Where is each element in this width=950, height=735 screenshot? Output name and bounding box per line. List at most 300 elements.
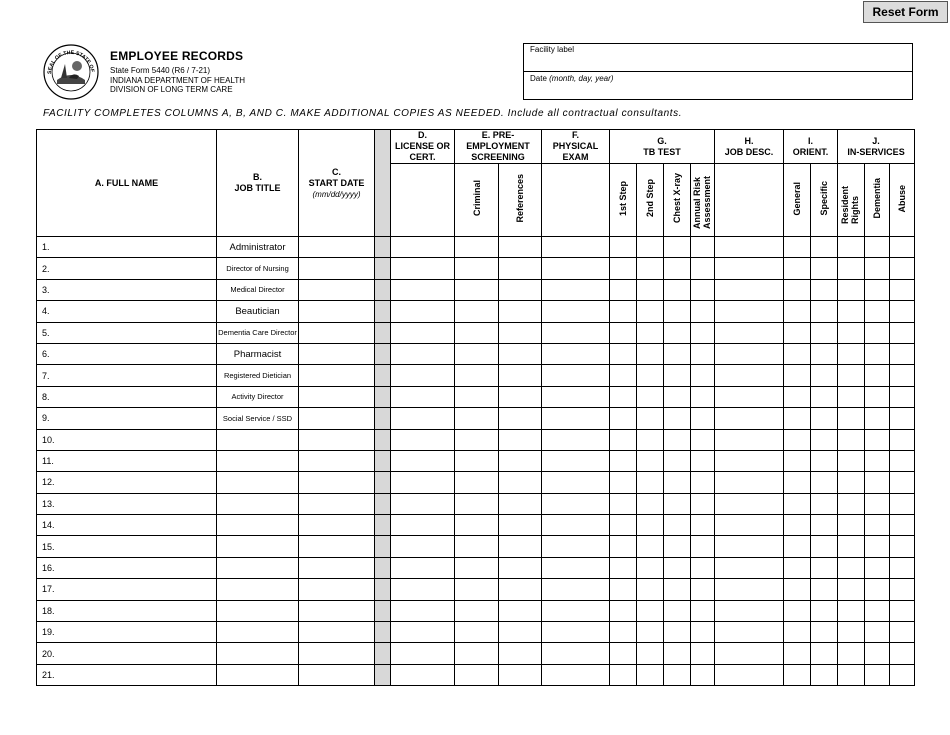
checklist-cell[interactable] (542, 493, 610, 514)
checklist-cell[interactable] (391, 536, 455, 557)
full-name-cell[interactable] (37, 386, 217, 407)
checklist-cell[interactable] (811, 579, 838, 600)
checklist-cell[interactable] (691, 258, 715, 279)
checklist-cell[interactable] (691, 408, 715, 429)
checklist-cell[interactable] (499, 622, 542, 643)
checklist-cell[interactable] (499, 343, 542, 364)
checklist-cell[interactable] (715, 322, 784, 343)
checklist-cell[interactable] (664, 664, 691, 685)
checklist-cell[interactable] (691, 365, 715, 386)
checklist-cell[interactable] (715, 493, 784, 514)
checklist-cell[interactable] (391, 365, 455, 386)
checklist-cell[interactable] (865, 472, 890, 493)
checklist-cell[interactable] (784, 408, 811, 429)
checklist-cell[interactable] (865, 643, 890, 664)
checklist-cell[interactable] (691, 557, 715, 578)
checklist-cell[interactable] (455, 279, 499, 300)
checklist-cell[interactable] (715, 258, 784, 279)
checklist-cell[interactable] (811, 365, 838, 386)
checklist-cell[interactable] (664, 386, 691, 407)
checklist-cell[interactable] (610, 472, 637, 493)
checklist-cell[interactable] (664, 557, 691, 578)
full-name-cell[interactable] (37, 450, 217, 471)
checklist-cell[interactable] (664, 322, 691, 343)
checklist-cell[interactable] (838, 643, 865, 664)
checklist-cell[interactable] (499, 600, 542, 621)
checklist-cell[interactable] (715, 237, 784, 258)
checklist-cell[interactable] (865, 279, 890, 300)
checklist-cell[interactable] (542, 386, 610, 407)
start-date-cell[interactable] (299, 664, 375, 685)
facility-input[interactable] (528, 56, 908, 67)
checklist-cell[interactable] (542, 536, 610, 557)
checklist-cell[interactable] (542, 322, 610, 343)
checklist-cell[interactable] (455, 664, 499, 685)
checklist-cell[interactable] (865, 664, 890, 685)
checklist-cell[interactable] (838, 622, 865, 643)
checklist-cell[interactable] (838, 472, 865, 493)
checklist-cell[interactable] (610, 258, 637, 279)
checklist-cell[interactable] (610, 408, 637, 429)
checklist-cell[interactable] (391, 279, 455, 300)
checklist-cell[interactable] (664, 301, 691, 322)
job-title-cell[interactable]: Dementia Care Director (217, 322, 299, 343)
checklist-cell[interactable] (890, 515, 915, 536)
checklist-cell[interactable] (391, 343, 455, 364)
checklist-cell[interactable] (455, 365, 499, 386)
checklist-cell[interactable] (865, 557, 890, 578)
full-name-cell[interactable] (37, 472, 217, 493)
start-date-cell[interactable] (299, 301, 375, 322)
checklist-cell[interactable] (391, 408, 455, 429)
checklist-cell[interactable] (691, 301, 715, 322)
checklist-cell[interactable] (664, 237, 691, 258)
checklist-cell[interactable] (637, 515, 664, 536)
checklist-cell[interactable] (637, 365, 664, 386)
checklist-cell[interactable] (838, 343, 865, 364)
full-name-cell[interactable] (37, 258, 217, 279)
start-date-cell[interactable] (299, 343, 375, 364)
job-title-cell[interactable]: Activity Director (217, 386, 299, 407)
checklist-cell[interactable] (715, 664, 784, 685)
checklist-cell[interactable] (811, 472, 838, 493)
checklist-cell[interactable] (784, 472, 811, 493)
checklist-cell[interactable] (784, 343, 811, 364)
checklist-cell[interactable] (637, 536, 664, 557)
checklist-cell[interactable] (865, 450, 890, 471)
start-date-cell[interactable] (299, 600, 375, 621)
checklist-cell[interactable] (890, 579, 915, 600)
checklist-cell[interactable] (542, 237, 610, 258)
checklist-cell[interactable] (838, 429, 865, 450)
checklist-cell[interactable] (811, 536, 838, 557)
checklist-cell[interactable] (838, 664, 865, 685)
checklist-cell[interactable] (811, 343, 838, 364)
checklist-cell[interactable] (610, 600, 637, 621)
checklist-cell[interactable] (865, 343, 890, 364)
checklist-cell[interactable] (391, 322, 455, 343)
checklist-cell[interactable] (784, 237, 811, 258)
checklist-cell[interactable] (838, 450, 865, 471)
checklist-cell[interactable] (890, 643, 915, 664)
checklist-cell[interactable] (499, 386, 542, 407)
checklist-cell[interactable] (838, 408, 865, 429)
checklist-cell[interactable] (637, 343, 664, 364)
job-title-cell[interactable] (217, 472, 299, 493)
checklist-cell[interactable] (542, 429, 610, 450)
checklist-cell[interactable] (890, 472, 915, 493)
checklist-cell[interactable] (637, 279, 664, 300)
checklist-cell[interactable] (664, 258, 691, 279)
checklist-cell[interactable] (455, 600, 499, 621)
job-title-cell[interactable] (217, 493, 299, 514)
checklist-cell[interactable] (811, 643, 838, 664)
checklist-cell[interactable] (391, 301, 455, 322)
checklist-cell[interactable] (664, 343, 691, 364)
checklist-cell[interactable] (890, 408, 915, 429)
full-name-cell[interactable] (37, 279, 217, 300)
checklist-cell[interactable] (715, 301, 784, 322)
checklist-cell[interactable] (637, 579, 664, 600)
checklist-cell[interactable] (610, 365, 637, 386)
checklist-cell[interactable] (637, 322, 664, 343)
checklist-cell[interactable] (838, 279, 865, 300)
checklist-cell[interactable] (664, 493, 691, 514)
checklist-cell[interactable] (664, 472, 691, 493)
checklist-cell[interactable] (664, 365, 691, 386)
checklist-cell[interactable] (691, 343, 715, 364)
checklist-cell[interactable] (838, 536, 865, 557)
checklist-cell[interactable] (890, 536, 915, 557)
checklist-cell[interactable] (715, 600, 784, 621)
checklist-cell[interactable] (784, 450, 811, 471)
checklist-cell[interactable] (499, 429, 542, 450)
full-name-cell[interactable] (37, 429, 217, 450)
checklist-cell[interactable] (865, 322, 890, 343)
checklist-cell[interactable] (610, 301, 637, 322)
checklist-cell[interactable] (391, 386, 455, 407)
checklist-cell[interactable] (715, 450, 784, 471)
checklist-cell[interactable] (637, 450, 664, 471)
checklist-cell[interactable] (811, 237, 838, 258)
checklist-cell[interactable] (391, 664, 455, 685)
checklist-cell[interactable] (391, 493, 455, 514)
checklist-cell[interactable] (637, 429, 664, 450)
checklist-cell[interactable] (499, 493, 542, 514)
checklist-cell[interactable] (865, 258, 890, 279)
checklist-cell[interactable] (499, 664, 542, 685)
checklist-cell[interactable] (865, 579, 890, 600)
checklist-cell[interactable] (838, 386, 865, 407)
checklist-cell[interactable] (865, 600, 890, 621)
job-title-cell[interactable]: Pharmacist (217, 343, 299, 364)
full-name-cell[interactable] (37, 515, 217, 536)
full-name-cell[interactable] (37, 557, 217, 578)
checklist-cell[interactable] (890, 365, 915, 386)
checklist-cell[interactable] (811, 279, 838, 300)
checklist-cell[interactable] (890, 322, 915, 343)
start-date-cell[interactable] (299, 515, 375, 536)
checklist-cell[interactable] (391, 237, 455, 258)
checklist-cell[interactable] (664, 450, 691, 471)
checklist-cell[interactable] (542, 643, 610, 664)
job-title-cell[interactable]: Director of Nursing (217, 258, 299, 279)
full-name-cell[interactable] (37, 343, 217, 364)
checklist-cell[interactable] (715, 472, 784, 493)
full-name-cell[interactable] (37, 600, 217, 621)
full-name-cell[interactable] (37, 643, 217, 664)
checklist-cell[interactable] (664, 622, 691, 643)
start-date-cell[interactable] (299, 622, 375, 643)
full-name-cell[interactable] (37, 365, 217, 386)
checklist-cell[interactable] (637, 600, 664, 621)
checklist-cell[interactable] (610, 279, 637, 300)
start-date-cell[interactable] (299, 579, 375, 600)
checklist-cell[interactable] (838, 515, 865, 536)
checklist-cell[interactable] (542, 301, 610, 322)
checklist-cell[interactable] (691, 579, 715, 600)
checklist-cell[interactable] (637, 408, 664, 429)
full-name-cell[interactable] (37, 301, 217, 322)
checklist-cell[interactable] (610, 643, 637, 664)
checklist-cell[interactable] (865, 408, 890, 429)
checklist-cell[interactable] (715, 279, 784, 300)
checklist-cell[interactable] (691, 237, 715, 258)
checklist-cell[interactable] (391, 258, 455, 279)
checklist-cell[interactable] (455, 429, 499, 450)
checklist-cell[interactable] (890, 622, 915, 643)
job-title-cell[interactable] (217, 622, 299, 643)
checklist-cell[interactable] (811, 515, 838, 536)
start-date-cell[interactable] (299, 408, 375, 429)
checklist-cell[interactable] (784, 365, 811, 386)
job-title-cell[interactable]: Medical Director (217, 279, 299, 300)
full-name-cell[interactable] (37, 408, 217, 429)
checklist-cell[interactable] (691, 279, 715, 300)
checklist-cell[interactable] (391, 429, 455, 450)
start-date-cell[interactable] (299, 493, 375, 514)
job-title-cell[interactable]: Registered Dietician (217, 365, 299, 386)
checklist-cell[interactable] (838, 258, 865, 279)
full-name-cell[interactable] (37, 322, 217, 343)
checklist-cell[interactable] (838, 322, 865, 343)
checklist-cell[interactable] (715, 386, 784, 407)
checklist-cell[interactable] (811, 664, 838, 685)
checklist-cell[interactable] (890, 429, 915, 450)
checklist-cell[interactable] (499, 237, 542, 258)
checklist-cell[interactable] (455, 536, 499, 557)
start-date-cell[interactable] (299, 429, 375, 450)
checklist-cell[interactable] (455, 301, 499, 322)
checklist-cell[interactable] (890, 279, 915, 300)
checklist-cell[interactable] (784, 258, 811, 279)
checklist-cell[interactable] (542, 258, 610, 279)
start-date-cell[interactable] (299, 237, 375, 258)
checklist-cell[interactable] (811, 301, 838, 322)
checklist-cell[interactable] (610, 622, 637, 643)
job-title-cell[interactable] (217, 557, 299, 578)
checklist-cell[interactable] (637, 557, 664, 578)
checklist-cell[interactable] (610, 664, 637, 685)
checklist-cell[interactable] (637, 386, 664, 407)
start-date-cell[interactable] (299, 258, 375, 279)
checklist-cell[interactable] (637, 301, 664, 322)
checklist-cell[interactable] (784, 557, 811, 578)
checklist-cell[interactable] (811, 557, 838, 578)
checklist-cell[interactable] (890, 600, 915, 621)
start-date-cell[interactable] (299, 557, 375, 578)
checklist-cell[interactable] (455, 515, 499, 536)
job-title-cell[interactable] (217, 643, 299, 664)
checklist-cell[interactable] (784, 600, 811, 621)
checklist-cell[interactable] (455, 258, 499, 279)
checklist-cell[interactable] (637, 237, 664, 258)
checklist-cell[interactable] (865, 365, 890, 386)
checklist-cell[interactable] (865, 515, 890, 536)
checklist-cell[interactable] (637, 643, 664, 664)
checklist-cell[interactable] (890, 343, 915, 364)
checklist-cell[interactable] (455, 237, 499, 258)
checklist-cell[interactable] (784, 515, 811, 536)
checklist-cell[interactable] (890, 664, 915, 685)
checklist-cell[interactable] (610, 493, 637, 514)
checklist-cell[interactable] (784, 536, 811, 557)
job-title-cell[interactable] (217, 515, 299, 536)
start-date-cell[interactable] (299, 322, 375, 343)
checklist-cell[interactable] (715, 429, 784, 450)
checklist-cell[interactable] (664, 408, 691, 429)
checklist-cell[interactable] (391, 557, 455, 578)
checklist-cell[interactable] (664, 429, 691, 450)
checklist-cell[interactable] (542, 408, 610, 429)
job-title-cell[interactable] (217, 450, 299, 471)
checklist-cell[interactable] (838, 493, 865, 514)
checklist-cell[interactable] (391, 579, 455, 600)
checklist-cell[interactable] (664, 279, 691, 300)
checklist-cell[interactable] (610, 429, 637, 450)
checklist-cell[interactable] (499, 643, 542, 664)
checklist-cell[interactable] (811, 450, 838, 471)
checklist-cell[interactable] (542, 279, 610, 300)
checklist-cell[interactable] (890, 301, 915, 322)
job-title-cell[interactable] (217, 579, 299, 600)
checklist-cell[interactable] (838, 579, 865, 600)
checklist-cell[interactable] (610, 386, 637, 407)
checklist-cell[interactable] (691, 322, 715, 343)
checklist-cell[interactable] (610, 237, 637, 258)
checklist-cell[interactable] (499, 579, 542, 600)
checklist-cell[interactable] (691, 536, 715, 557)
checklist-cell[interactable] (664, 515, 691, 536)
job-title-cell[interactable] (217, 664, 299, 685)
job-title-cell[interactable]: Social Service / SSD (217, 408, 299, 429)
checklist-cell[interactable] (664, 579, 691, 600)
checklist-cell[interactable] (784, 301, 811, 322)
checklist-cell[interactable] (715, 622, 784, 643)
checklist-cell[interactable] (637, 622, 664, 643)
checklist-cell[interactable] (610, 322, 637, 343)
checklist-cell[interactable] (610, 557, 637, 578)
checklist-cell[interactable] (890, 386, 915, 407)
checklist-cell[interactable] (715, 557, 784, 578)
checklist-cell[interactable] (610, 343, 637, 364)
checklist-cell[interactable] (499, 258, 542, 279)
checklist-cell[interactable] (664, 536, 691, 557)
checklist-cell[interactable] (715, 536, 784, 557)
checklist-cell[interactable] (811, 408, 838, 429)
checklist-cell[interactable] (784, 279, 811, 300)
checklist-cell[interactable] (610, 536, 637, 557)
checklist-cell[interactable] (455, 386, 499, 407)
checklist-cell[interactable] (838, 557, 865, 578)
checklist-cell[interactable] (455, 579, 499, 600)
checklist-cell[interactable] (715, 408, 784, 429)
checklist-cell[interactable] (499, 408, 542, 429)
checklist-cell[interactable] (499, 515, 542, 536)
checklist-cell[interactable] (499, 279, 542, 300)
start-date-cell[interactable] (299, 643, 375, 664)
checklist-cell[interactable] (890, 493, 915, 514)
checklist-cell[interactable] (499, 472, 542, 493)
checklist-cell[interactable] (391, 643, 455, 664)
checklist-cell[interactable] (715, 579, 784, 600)
checklist-cell[interactable] (865, 429, 890, 450)
checklist-cell[interactable] (691, 600, 715, 621)
checklist-cell[interactable] (542, 515, 610, 536)
checklist-cell[interactable] (838, 365, 865, 386)
checklist-cell[interactable] (499, 301, 542, 322)
start-date-cell[interactable] (299, 279, 375, 300)
full-name-cell[interactable] (37, 622, 217, 643)
checklist-cell[interactable] (455, 450, 499, 471)
checklist-cell[interactable] (691, 429, 715, 450)
checklist-cell[interactable] (691, 472, 715, 493)
checklist-cell[interactable] (865, 536, 890, 557)
checklist-cell[interactable] (455, 622, 499, 643)
start-date-cell[interactable] (299, 450, 375, 471)
checklist-cell[interactable] (784, 622, 811, 643)
checklist-cell[interactable] (715, 643, 784, 664)
full-name-cell[interactable] (37, 493, 217, 514)
checklist-cell[interactable] (542, 450, 610, 471)
checklist-cell[interactable] (890, 557, 915, 578)
checklist-cell[interactable] (499, 365, 542, 386)
job-title-cell[interactable]: Beautician (217, 301, 299, 322)
checklist-cell[interactable] (784, 493, 811, 514)
start-date-cell[interactable] (299, 472, 375, 493)
checklist-cell[interactable] (865, 301, 890, 322)
full-name-cell[interactable] (37, 579, 217, 600)
checklist-cell[interactable] (865, 622, 890, 643)
checklist-cell[interactable] (838, 237, 865, 258)
checklist-cell[interactable] (637, 258, 664, 279)
job-title-cell[interactable] (217, 536, 299, 557)
checklist-cell[interactable] (391, 622, 455, 643)
checklist-cell[interactable] (784, 429, 811, 450)
checklist-cell[interactable] (664, 600, 691, 621)
checklist-cell[interactable] (715, 365, 784, 386)
checklist-cell[interactable] (838, 301, 865, 322)
checklist-cell[interactable] (691, 386, 715, 407)
checklist-cell[interactable] (784, 322, 811, 343)
checklist-cell[interactable] (784, 664, 811, 685)
checklist-cell[interactable] (811, 622, 838, 643)
checklist-cell[interactable] (455, 322, 499, 343)
checklist-cell[interactable] (455, 493, 499, 514)
checklist-cell[interactable] (542, 365, 610, 386)
checklist-cell[interactable] (610, 579, 637, 600)
checklist-cell[interactable] (691, 450, 715, 471)
